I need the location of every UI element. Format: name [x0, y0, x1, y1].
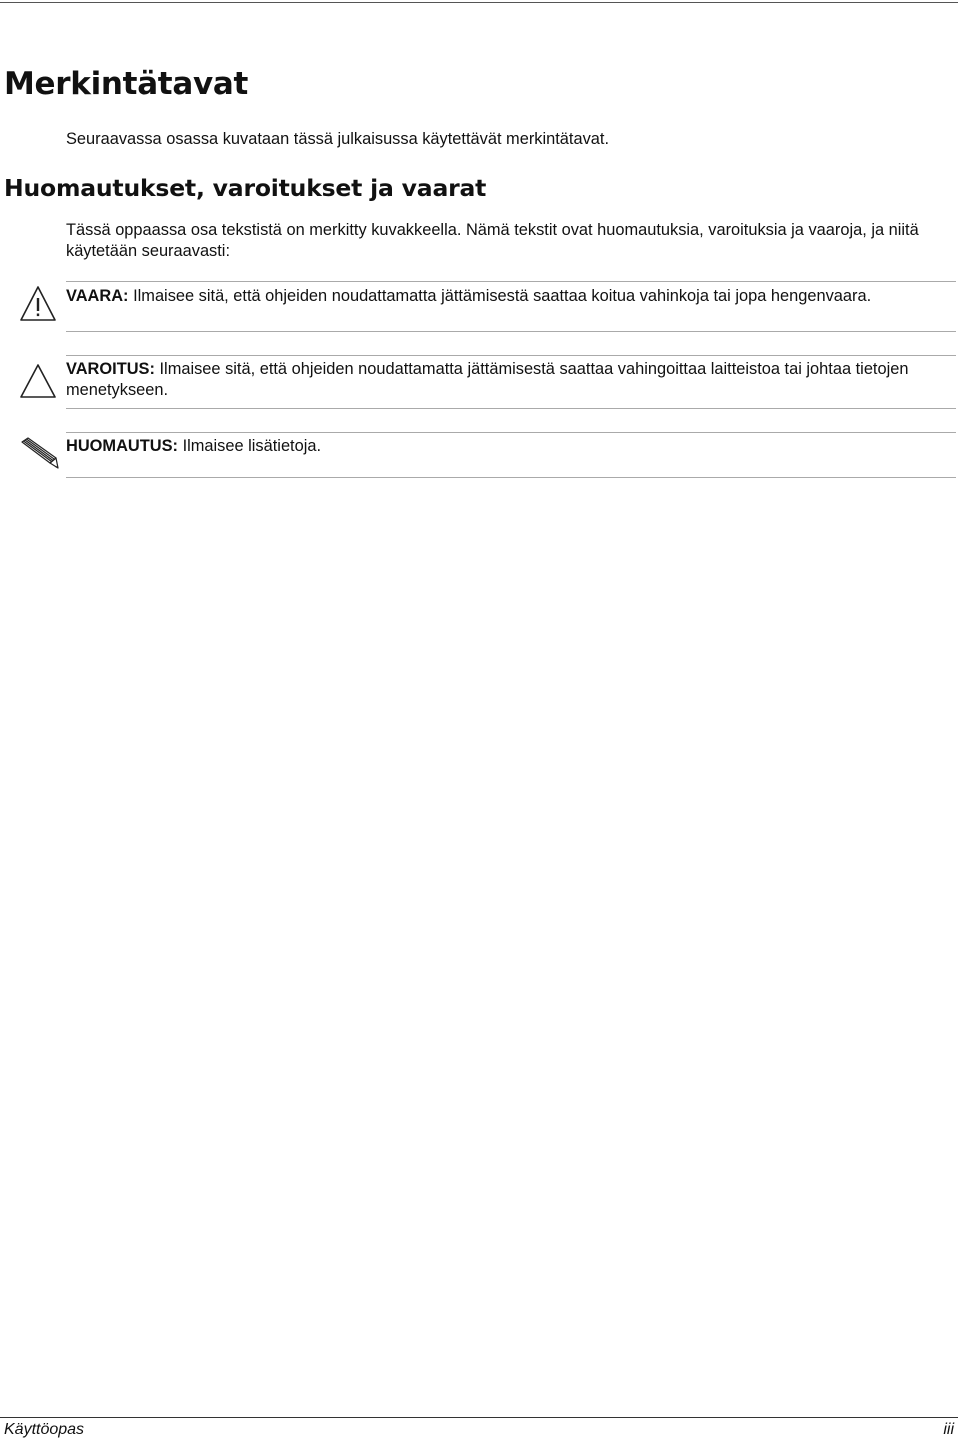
section-body-paragraph: Tässä oppaassa osa tekstistä on merkitty kuvakkeella. Nämä tekstit ovat huomautuksia, varoituksia ja vaaroja, ja niitä käytetään seuraavasti:: [66, 221, 919, 260]
footer-rule: [0, 1417, 958, 1418]
caution-bottom-divider: [66, 408, 956, 409]
caution-label: VAROITUS:: [66, 360, 155, 378]
note-bottom-divider: [66, 477, 956, 478]
warning-triangle-exclamation-icon: [18, 284, 58, 324]
caution-top-divider: [66, 355, 956, 356]
danger-notice: [66, 286, 946, 307]
footer-page-number: iii: [943, 1421, 954, 1438]
page-title: Merkintätavat: [4, 66, 248, 102]
top-rule: [0, 2, 958, 3]
note-label: HUOMAUTUS:: [66, 437, 178, 455]
note-top-divider: [66, 432, 956, 433]
danger-label: VAARA:: [66, 287, 129, 305]
pencil-note-icon: [18, 434, 60, 472]
note-notice: [66, 436, 946, 457]
caution-text: Ilmaisee sitä, että ohjeiden noudattamatta jättämisestä saattaa vahingoittaa laitteistoa tai johtaa tietojen menetykseen.: [66, 360, 909, 399]
danger-text: Ilmaisee sitä, että ohjeiden noudattamatta jättämisestä saattaa koitua vahinkoja tai jopa hengenvaara.: [133, 287, 872, 305]
danger-top-divider: [66, 281, 956, 282]
caution-triangle-icon: [18, 362, 58, 400]
note-text: Ilmaisee lisätietoja.: [182, 437, 322, 455]
footer-manual-title: Käyttöopas: [4, 1421, 85, 1438]
danger-bottom-divider: [66, 331, 956, 332]
intro-paragraph: Seuraavassa osassa kuvataan tässä julkaisussa käytettävät merkintätavat.: [66, 130, 609, 148]
caution-notice: [66, 359, 946, 401]
section-heading: Huomautukset, varoitukset ja vaarat: [4, 174, 487, 202]
